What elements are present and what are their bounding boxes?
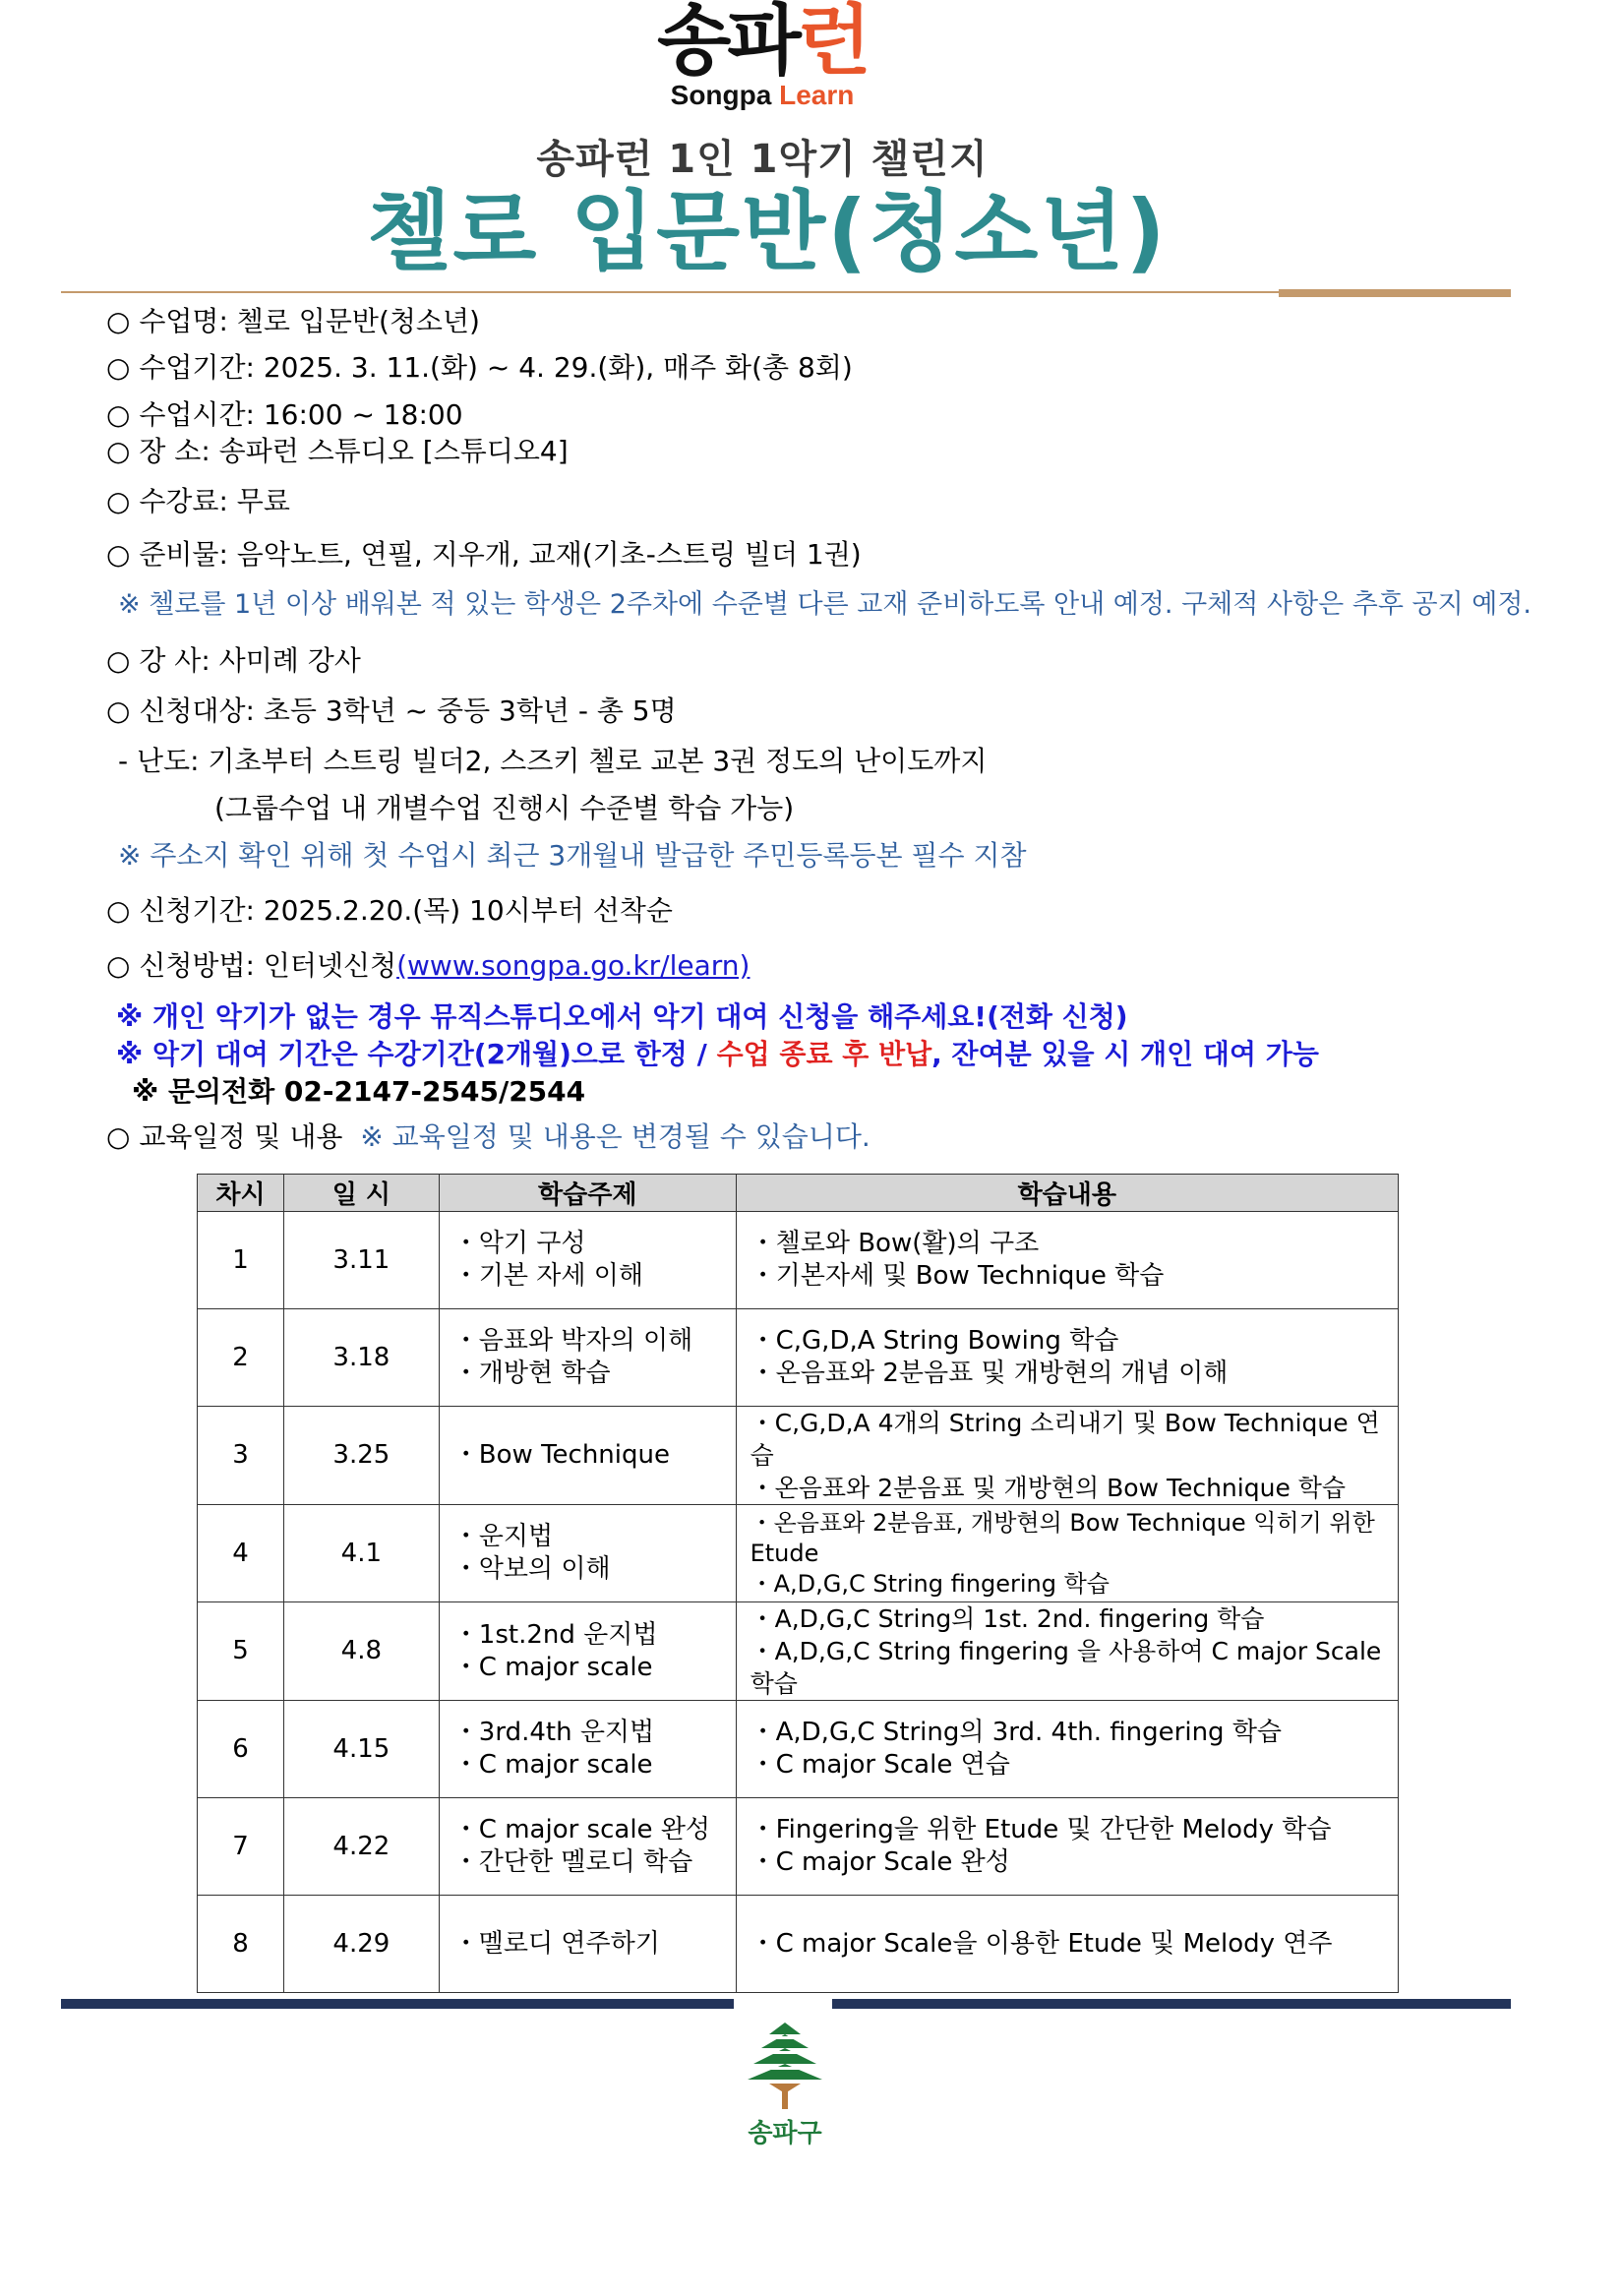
info-difficulty: - 난도: 기초부터 스트링 빌더2, 스즈키 첼로 교본 3권 정도의 난이도까지 xyxy=(118,745,988,777)
info-materials: ○ 준비물: 음악노트, 연필, 지우개, 교재(기초-스트링 빌더 1권) xyxy=(106,538,862,571)
songpa-learn-logo xyxy=(630,0,895,113)
top-divider-accent xyxy=(1279,289,1511,297)
info-apply-method: ○ 신청방법: 인터넷신청(www.songpa.go.kr/learn) xyxy=(106,949,750,982)
page-subtitle: 송파런 1인 1악기 챌린지 xyxy=(536,137,989,182)
table-row: 6 4.15 ・3rd.4th 운지법 ・C major scale ・A,D,G,C String의 3rd. 4th. fingering 학습 ・C major Scale 연습 xyxy=(198,1701,1399,1798)
rental-note-1: ※ 개인 악기가 없는 경우 뮤직스튜디오에서 악기 대여 신청을 해주세요!(전화 신청) xyxy=(116,1000,1128,1033)
bottom-divider-gap xyxy=(734,1999,832,2009)
info-class-name: ○ 수업명: 첼로 입문반(청소년) xyxy=(106,305,480,337)
apply-link[interactable]: (www.songpa.go.kr/learn) xyxy=(396,949,750,982)
logo-english: Songpa Learn xyxy=(670,80,855,110)
info-place: ○ 장 소: 송파런 스튜디오 [스튜디오4] xyxy=(106,435,569,467)
logo-korean: 송파런 xyxy=(656,0,869,86)
header-topic: 학습주제 xyxy=(439,1175,736,1212)
songpa-gu-label: 송파구 xyxy=(748,2119,822,2148)
info-apply-period: ○ 신청기간: 2025.2.20.(목) 10시부터 선착순 xyxy=(106,894,673,927)
table-row: 3 3.25 ・Bow Technique ・C,G,D,A 4개의 String 소리내기 및 Bow Technique 연습 ・온음표와 2분음표 및 개방현의 Bow Technique 학습 xyxy=(198,1407,1399,1505)
info-period: ○ 수업기간: 2025. 3. 11.(화) ~ 4. 29.(화), 매주 화(총 8회) xyxy=(106,351,853,384)
header-session: 차시 xyxy=(198,1175,284,1212)
info-instructor: ○ 강 사: 사미례 강사 xyxy=(106,644,361,677)
address-note: ※ 주소지 확인 위해 첫 수업시 최근 3개월내 발급한 주민등록등본 필수 지참 xyxy=(118,839,1027,872)
table-row: 8 4.29 ・멜로디 연주하기 ・C major Scale을 이용한 Etude 및 Melody 연주 xyxy=(198,1896,1399,1993)
table-row: 1 3.11 ・악기 구성 ・기본 자세 이해 ・첼로와 Bow(활)의 구조 ・기본자세 및 Bow Technique 학습 xyxy=(198,1212,1399,1309)
rental-note-2: ※ 악기 대여 기간은 수강기간(2개월)으로 한정 / 수업 종료 후 반납, 잔여분 있을 시 개인 대여 가능 xyxy=(116,1038,1319,1070)
contact-phone: ※ 문의전화 02-2147-2545/2544 xyxy=(132,1075,586,1108)
info-time: ○ 수업시간: 16:00 ~ 18:00 xyxy=(106,398,463,431)
table-row: 7 4.22 ・C major scale 완성 ・간단한 멜로디 학습 ・Fingering을 위한 Etude 및 간단한 Melody 학습 ・C major Scale 완성 xyxy=(198,1798,1399,1896)
schedule-table xyxy=(197,1174,1399,1993)
table-row: 5 4.8 ・1st.2nd 운지법 ・C major scale ・A,D,G,C String의 1st. 2nd. fingering 학습 ・A,D,G,C String fingering 을 사용하여 C major Scale 학습 xyxy=(198,1602,1399,1701)
materials-note: ※ 첼로를 1년 이상 배워본 적 있는 학생은 2주차에 수준별 다른 교재 준비하도록 안내 예정. 구체적 사항은 추후 공지 예정. xyxy=(118,589,1531,620)
page-title: 첼로 입문반(청소년) xyxy=(367,181,1168,282)
info-fee: ○ 수강료: 무료 xyxy=(106,485,290,517)
schedule-heading: ○ 교육일정 및 내용 ※ 교육일정 및 내용은 변경될 수 있습니다. xyxy=(106,1120,871,1153)
table-header-row xyxy=(198,1175,1399,1212)
info-target: ○ 신청대상: 초등 3학년 ~ 중등 3학년 - 총 5명 xyxy=(106,695,677,727)
table-row: 2 3.18 ・음표와 박자의 이해 ・개방현 학습 ・C,G,D,A String Bowing 학습 ・온음표와 2분음표 및 개방현의 개념 이해 xyxy=(198,1309,1399,1407)
table-row: 4 4.1 ・운지법 ・악보의 이해 ・온음표와 2분음표, 개방현의 Bow Technique 익히기 위한 Etude ・A,D,G,C String fingering 학습 xyxy=(198,1505,1399,1602)
header-date: 일 시 xyxy=(283,1175,439,1212)
info-difficulty-sub: (그룹수업 내 개별수업 진행시 수준별 학습 가능) xyxy=(214,792,795,824)
header-content: 학습내용 xyxy=(736,1175,1398,1212)
